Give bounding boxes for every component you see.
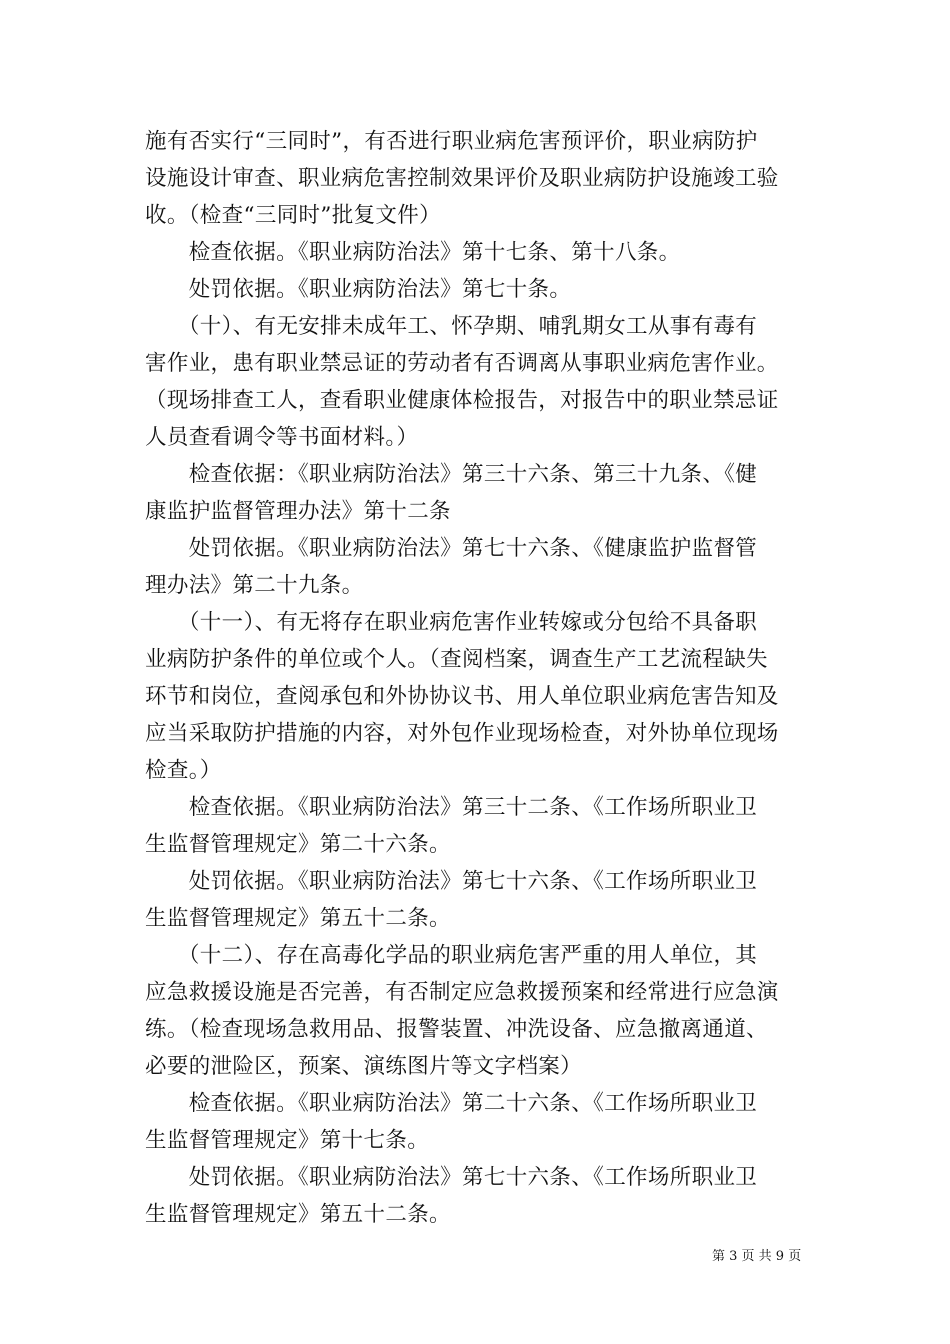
text-line: 收。（检查“三同时”批复文件） [145, 203, 441, 228]
text-line: 练。（检查现场急救用品、报警装置、冲洗设备、应急撤离通道、 [145, 1017, 768, 1042]
text-line: （现场排查工人，查看职业健康体检报告，对报告中的职业禁忌证 [145, 388, 779, 413]
text-line: 检查依据：《职业病防治法》第三十六条、第三十九条、《健 [145, 462, 758, 487]
text-line: 施有否实行“三同时”，有否进行职业病危害预评价，职业病防护 [145, 129, 758, 154]
text-line: 设施设计审查、职业病危害控制效果评价及职业病防护设施竣工验 [145, 166, 779, 191]
text-line: 生监督管理规定》第五十二条。 [145, 906, 451, 931]
text-line: 环节和岗位，查阅承包和外协协议书、用人单位职业病危害告知及 [145, 684, 779, 709]
text-line: 处罚依据。《职业病防治法》第七十六条、《工作场所职业卫 [145, 1165, 758, 1190]
text-line: 检查依据。《职业病防治法》第十七条、第十八条。 [145, 240, 681, 265]
text-line: 害作业，患有职业禁忌证的劳动者有否调离从事职业病危害作业。 [145, 351, 779, 376]
text-line: 应当采取防护措施的内容，对外包作业现场检查，对外协单位现场 [145, 721, 779, 746]
text-line: 生监督管理规定》第五十二条。 [145, 1202, 451, 1227]
text-line: 检查依据。《职业病防治法》第二十六条、《工作场所职业卫 [145, 1091, 758, 1116]
page-number: 第 3 页 共 9 页 [712, 1249, 802, 1264]
text-line: 业病防护条件的单位或个人。（查阅档案，调查生产工艺流程缺失 [145, 647, 768, 672]
text-line: 检查依据。《职业病防治法》第三十二条、《工作场所职业卫 [145, 795, 758, 820]
text-line: （十）、有无安排未成年工、怀孕期、哺乳期女工从事有毒有 [145, 314, 758, 339]
text-line: 处罚依据。《职业病防治法》第七十六条、《健康监护监督管 [145, 536, 758, 561]
text-line: 应急救援设施是否完善，有否制定应急救援预案和经常进行应急演 [145, 980, 779, 1005]
text-line: 康监护监督管理办法》第十二条 [145, 499, 451, 524]
text-line: 处罚依据。《职业病防治法》第七十条。 [145, 277, 572, 302]
text-line: 理办法》第二十九条。 [145, 573, 364, 598]
text-line: 检查。） [145, 758, 222, 783]
text-line: 必要的泄险区，预案、演练图片等文字档案） [145, 1054, 583, 1079]
text-line: 处罚依据。《职业病防治法》第七十六条、《工作场所职业卫 [145, 869, 758, 894]
text-line: 生监督管理规定》第十七条。 [145, 1128, 430, 1153]
text-line: 人员查看调令等书面材料。） [145, 425, 419, 450]
text-line: （十二）、存在高毒化学品的职业病危害严重的用人单位，其 [145, 943, 758, 968]
text-line: （十一）、有无将存在职业病危害作业转嫁或分包给不具备职 [145, 610, 758, 635]
text-line: 生监督管理规定》第二十六条。 [145, 832, 451, 857]
